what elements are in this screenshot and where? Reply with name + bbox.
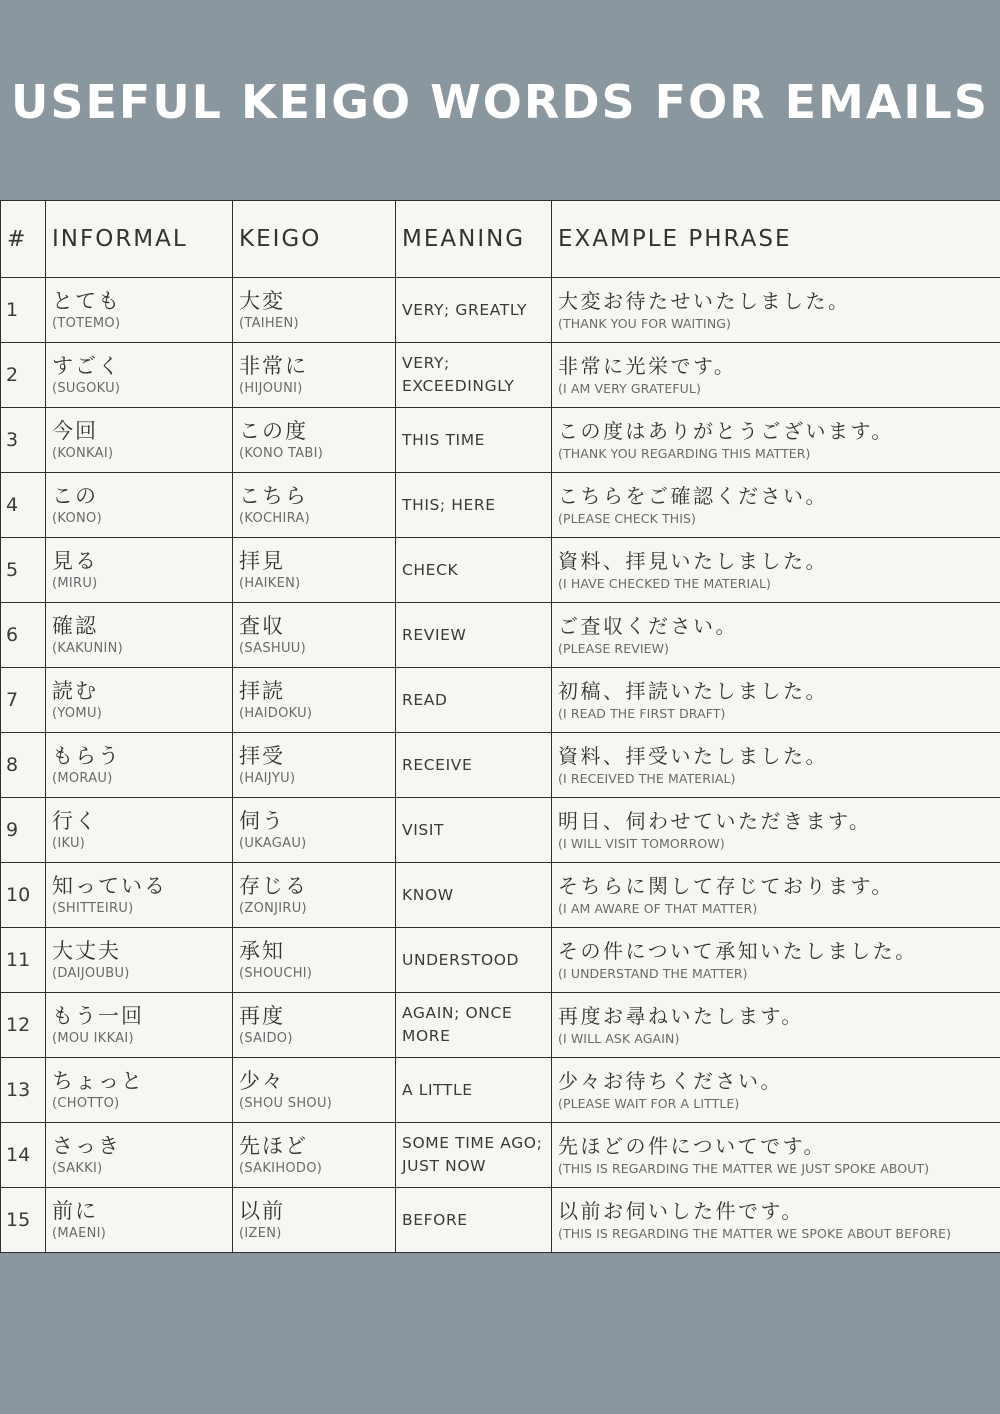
example-phrase: こちらをご確認ください。 — [558, 484, 828, 508]
example-cell — [552, 278, 1000, 343]
example-cell — [552, 1188, 1000, 1253]
row-number: 13 — [1, 1058, 46, 1123]
informal-romaji: (SHITTEIRU) — [52, 901, 134, 916]
header-number: # — [1, 201, 46, 278]
example-cell — [552, 733, 1000, 798]
keigo-cell — [233, 1188, 396, 1253]
row-number: 6 — [1, 603, 46, 668]
informal-word: 知っている — [52, 874, 167, 898]
informal-word: 確認 — [52, 614, 98, 638]
informal-cell — [46, 408, 233, 473]
informal-word: もらう — [52, 744, 121, 768]
informal-romaji: (KONO) — [52, 511, 102, 526]
informal-cell — [46, 473, 233, 538]
keigo-cell — [233, 993, 396, 1058]
table-row — [1, 538, 1000, 603]
meaning-cell: VERY; EXCEEDINGLY — [396, 343, 552, 408]
meaning-cell: AGAIN; ONCE MORE — [396, 993, 552, 1058]
table-row — [1, 408, 1000, 473]
table-header — [1, 201, 1000, 278]
keigo-romaji: (SHOU SHOU) — [239, 1096, 333, 1111]
example-cell — [552, 928, 1000, 993]
informal-cell — [46, 928, 233, 993]
keigo-romaji: (IZEN) — [239, 1226, 282, 1241]
informal-cell — [46, 798, 233, 863]
informal-cell — [46, 863, 233, 928]
informal-word: とても — [52, 289, 121, 313]
informal-romaji: (SUGOKU) — [52, 381, 121, 396]
row-number: 12 — [1, 993, 46, 1058]
table-row — [1, 863, 1000, 928]
keigo-word: 査収 — [239, 614, 285, 638]
example-phrase: ご査収ください。 — [558, 614, 738, 638]
informal-word: 前に — [52, 1199, 98, 1223]
meaning-cell: SOME TIME AGO; JUST NOW — [396, 1123, 552, 1188]
table-row — [1, 668, 1000, 733]
informal-cell — [46, 668, 233, 733]
keigo-word: 大変 — [239, 289, 285, 313]
keigo-romaji: (SAIDO) — [239, 1031, 293, 1046]
informal-cell — [46, 1188, 233, 1253]
meaning-cell: KNOW — [396, 863, 552, 928]
example-phrase: 以前お伺いした件です。 — [558, 1199, 804, 1223]
row-number: 15 — [1, 1188, 46, 1253]
informal-romaji: (IKU) — [52, 836, 86, 851]
keigo-cell — [233, 473, 396, 538]
example-translation: (I READ THE FIRST DRAFT) — [558, 706, 726, 721]
row-number: 10 — [1, 863, 46, 928]
meaning-cell: READ — [396, 668, 552, 733]
informal-romaji: (YOMU) — [52, 706, 103, 721]
row-number: 9 — [1, 798, 46, 863]
informal-romaji: (TOTEMO) — [52, 316, 121, 331]
keigo-romaji: (ZONJIRU) — [239, 901, 307, 916]
example-phrase: 再度お尋ねいたします。 — [558, 1004, 804, 1028]
keigo-romaji: (HAIJYU) — [239, 771, 296, 786]
example-phrase: 先ほどの件についてです。 — [558, 1134, 826, 1158]
keigo-cell — [233, 538, 396, 603]
table-row — [1, 278, 1000, 343]
informal-word: すごく — [52, 354, 121, 378]
header-meaning: MEANING — [396, 201, 552, 278]
informal-word: 見る — [52, 549, 98, 573]
table-row — [1, 928, 1000, 993]
keigo-cell — [233, 603, 396, 668]
table-row — [1, 993, 1000, 1058]
page-title: USEFUL KEIGO WORDS FOR EMAILS — [11, 75, 989, 129]
row-number: 8 — [1, 733, 46, 798]
example-cell — [552, 1058, 1000, 1123]
meaning-cell: VERY; GREATLY — [396, 278, 552, 343]
informal-romaji: (MORAU) — [52, 771, 113, 786]
keigo-romaji: (TAIHEN) — [239, 316, 299, 331]
keigo-word: 先ほど — [239, 1134, 308, 1158]
table-row — [1, 1123, 1000, 1188]
keigo-romaji: (HAIDOKU) — [239, 706, 313, 721]
informal-word: 読む — [52, 679, 98, 703]
example-cell — [552, 343, 1000, 408]
keigo-romaji: (HIJOUNI) — [239, 381, 303, 396]
informal-word: 行く — [52, 809, 98, 833]
row-number: 2 — [1, 343, 46, 408]
keigo-romaji: (SAKIHODO) — [239, 1161, 323, 1176]
row-number: 11 — [1, 928, 46, 993]
example-translation: (I WILL ASK AGAIN) — [558, 1031, 680, 1046]
header-informal: INFORMAL — [46, 201, 233, 278]
keigo-word: 存じる — [239, 874, 308, 898]
example-phrase: その件について承知いたしました。 — [558, 939, 918, 963]
keigo-table — [0, 200, 1000, 1253]
informal-word: さっき — [52, 1134, 121, 1158]
example-translation: (THANK YOU REGARDING THIS MATTER) — [558, 446, 811, 461]
informal-cell — [46, 278, 233, 343]
example-translation: (THIS IS REGARDING THE MATTER WE SPOKE ABOUT BEFORE) — [558, 1226, 952, 1241]
table-body — [1, 278, 1000, 1253]
example-translation: (I AM VERY GRATEFUL) — [558, 381, 701, 396]
keigo-word: この度 — [239, 419, 308, 443]
keigo-word: 承知 — [239, 939, 285, 963]
keigo-cell — [233, 798, 396, 863]
example-phrase: 非常に光栄です。 — [558, 354, 737, 378]
meaning-cell: RECEIVE — [396, 733, 552, 798]
header-example-phrase: EXAMPLE PHRASE — [552, 201, 1000, 278]
keigo-word: 少々 — [239, 1069, 285, 1093]
keigo-cell — [233, 733, 396, 798]
meaning-cell: UNDERSTOOD — [396, 928, 552, 993]
example-cell — [552, 473, 1000, 538]
example-translation: (I AM AWARE OF THAT MATTER) — [558, 901, 758, 916]
example-cell — [552, 863, 1000, 928]
example-phrase: この度はありがとうございます。 — [558, 419, 894, 443]
example-phrase: 大変お待たせいたしました。 — [558, 289, 851, 313]
informal-word: この — [52, 484, 98, 508]
keigo-cell — [233, 278, 396, 343]
informal-romaji: (DAIJOUBU) — [52, 966, 130, 981]
table-row — [1, 473, 1000, 538]
example-phrase: そちらに関して存じております。 — [558, 874, 894, 898]
informal-romaji: (MIRU) — [52, 576, 98, 591]
table-row — [1, 798, 1000, 863]
keigo-cell — [233, 408, 396, 473]
keigo-word: 再度 — [239, 1004, 285, 1028]
example-phrase: 資料、拝受いたしました。 — [558, 744, 828, 768]
example-translation: (I WILL VISIT TOMORROW) — [558, 836, 725, 851]
example-cell — [552, 408, 1000, 473]
row-number: 3 — [1, 408, 46, 473]
example-translation: (I UNDERSTAND THE MATTER) — [558, 966, 748, 981]
example-cell — [552, 798, 1000, 863]
keigo-cell — [233, 1058, 396, 1123]
keigo-word: 拝見 — [239, 549, 285, 573]
example-phrase: 明日、伺わせていただきます。 — [558, 809, 872, 833]
keigo-romaji: (HAIKEN) — [239, 576, 301, 591]
row-number: 1 — [1, 278, 46, 343]
keigo-word: 以前 — [239, 1199, 285, 1223]
meaning-cell: A LITTLE — [396, 1058, 552, 1123]
informal-word: ちょっと — [52, 1069, 144, 1093]
informal-cell — [46, 538, 233, 603]
row-number: 14 — [1, 1123, 46, 1188]
example-translation: (I HAVE CHECKED THE MATERIAL) — [558, 576, 772, 591]
example-translation: (PLEASE WAIT FOR A LITTLE) — [558, 1096, 740, 1111]
example-translation: (PLEASE CHECK THIS) — [558, 511, 696, 526]
informal-romaji: (MOU IKKAI) — [52, 1031, 134, 1046]
example-phrase: 資料、拝見いたしました。 — [558, 549, 828, 573]
example-phrase: 少々お待ちください。 — [558, 1069, 783, 1093]
example-cell — [552, 538, 1000, 603]
example-cell — [552, 1123, 1000, 1188]
header-keigo: KEIGO — [233, 201, 396, 278]
informal-cell — [46, 343, 233, 408]
informal-romaji: (SAKKI) — [52, 1161, 103, 1176]
informal-cell — [46, 1123, 233, 1188]
keigo-cell — [233, 928, 396, 993]
example-cell — [552, 603, 1000, 668]
meaning-cell: CHECK — [396, 538, 552, 603]
informal-cell — [46, 1058, 233, 1123]
informal-word: 今回 — [52, 419, 98, 443]
keigo-word: 拝受 — [239, 744, 285, 768]
keigo-cell — [233, 343, 396, 408]
example-translation: (THANK YOU FOR WAITING) — [558, 316, 732, 331]
informal-cell — [46, 993, 233, 1058]
example-cell — [552, 993, 1000, 1058]
table-row — [1, 1058, 1000, 1123]
row-number: 5 — [1, 538, 46, 603]
meaning-cell: THIS TIME — [396, 408, 552, 473]
informal-romaji: (KONKAI) — [52, 446, 114, 461]
example-translation: (PLEASE REVIEW) — [558, 641, 670, 656]
meaning-cell: THIS; HERE — [396, 473, 552, 538]
table-row — [1, 1188, 1000, 1253]
example-translation: (I RECEIVED THE MATERIAL) — [558, 771, 736, 786]
keigo-romaji: (SHOUCHI) — [239, 966, 313, 981]
row-number: 7 — [1, 668, 46, 733]
meaning-cell: BEFORE — [396, 1188, 552, 1253]
meaning-cell: VISIT — [396, 798, 552, 863]
keigo-cell — [233, 668, 396, 733]
keigo-word: 伺う — [239, 809, 285, 833]
keigo-word: こちら — [239, 484, 308, 508]
example-translation: (THIS IS REGARDING THE MATTER WE JUST SPOKE ABOUT) — [558, 1161, 930, 1176]
informal-word: もう一回 — [52, 1004, 144, 1028]
table-row — [1, 733, 1000, 798]
table-row — [1, 603, 1000, 668]
row-number: 4 — [1, 473, 46, 538]
informal-romaji: (MAENI) — [52, 1226, 107, 1241]
informal-cell — [46, 603, 233, 668]
header-row — [1, 201, 1000, 278]
keigo-romaji: (UKAGAU) — [239, 836, 307, 851]
table-row — [1, 343, 1000, 408]
keigo-romaji: (KONO TABI) — [239, 446, 324, 461]
keigo-romaji: (SASHUU) — [239, 641, 306, 656]
keigo-romaji: (KOCHIRA) — [239, 511, 310, 526]
keigo-word: 非常に — [239, 354, 308, 378]
informal-romaji: (CHOTTO) — [52, 1096, 120, 1111]
keigo-cell — [233, 863, 396, 928]
informal-romaji: (KAKUNIN) — [52, 641, 124, 656]
informal-word: 大丈夫 — [52, 939, 121, 963]
meaning-cell: REVIEW — [396, 603, 552, 668]
keigo-cell — [233, 1123, 396, 1188]
example-cell — [552, 668, 1000, 733]
informal-cell — [46, 733, 233, 798]
keigo-word: 拝読 — [239, 679, 285, 703]
example-phrase: 初稿、拝読いたしました。 — [558, 679, 828, 703]
